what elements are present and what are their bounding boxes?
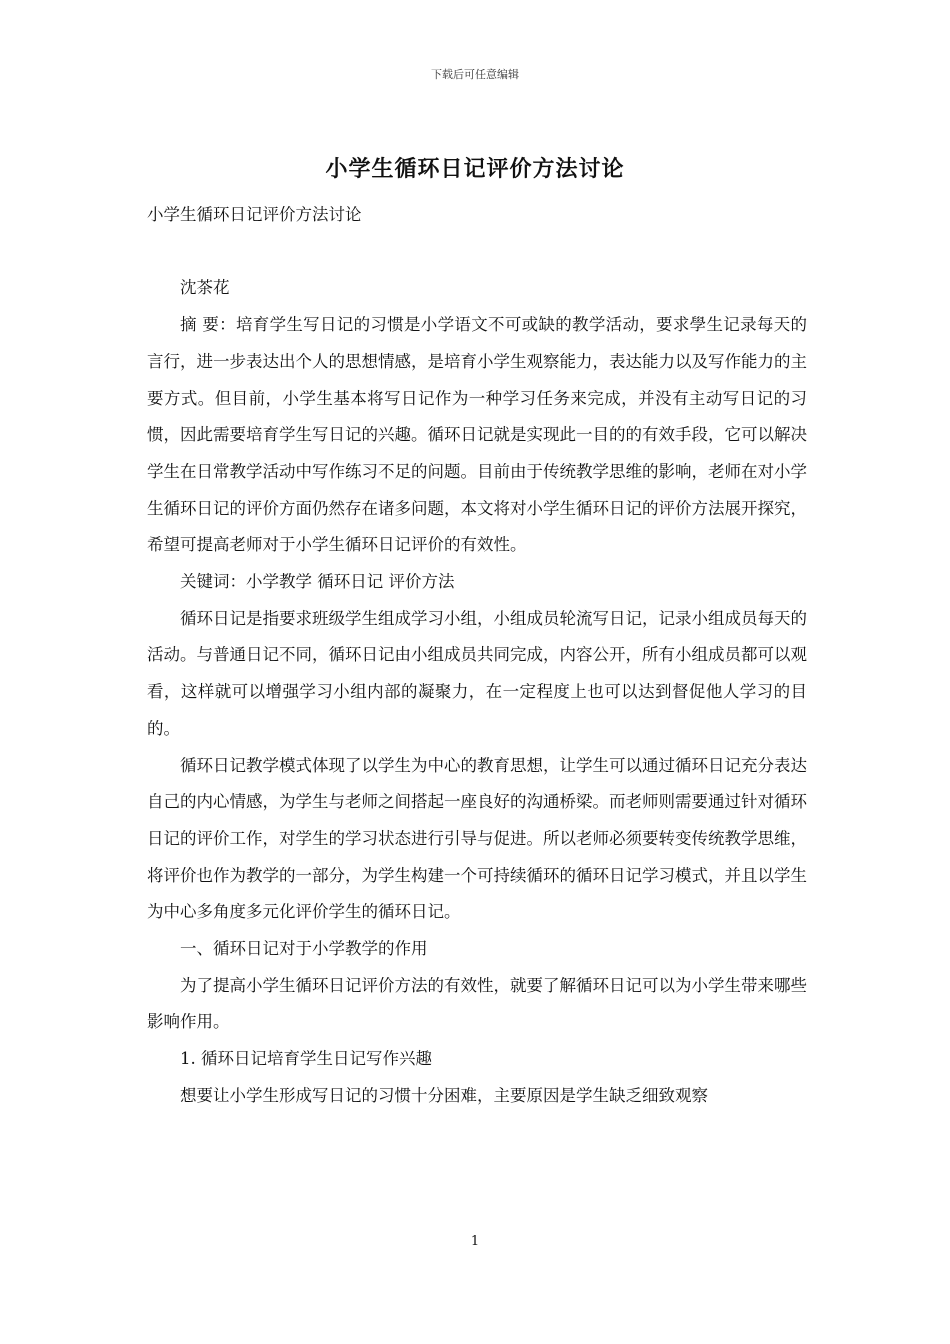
subsection-paragraph: 想要让小学生形成写日记的习惯十分困难，主要原因是学生缺乏细致观察 (180, 1085, 708, 1105)
document-subtitle: 小学生循环日记评价方法讨论 (147, 205, 362, 224)
page-header-note: 下载后可任意编辑 (431, 68, 519, 81)
page-number: 1 (470, 1234, 480, 1249)
author-name: 沈茶花 (180, 278, 230, 298)
abstract-paragraph: 摘 要：培育学生写日记的习惯是小学语文不可或缺的教学活动，要求學生记录每天的言行，进一步表达出个人的思想情感，是培育小学生观察能力，表达能力以及写作能力的主要方式。但目前，小学生基本将写日记作为一种学习任务来完成，并没有主动写日记的习惯，因此需要培育学生写日记的兴趣。循环日记就是实现此一目的的有效手段，它可以解决学生在日常教学活动中写作练习不足的问题。目前由于传统教学思维的影响，老师在对小学生循环日记的评价方面仍然存在诸多问题，本文将对小学生循环日记的评价方法展开探究，希望可提高老师对于小学生循环日记评价的有效性。 (147, 315, 807, 555)
section-heading: 一、循环日记对于小学教学的作用 (180, 939, 428, 959)
keywords-line: 关键词：小学教学 循环日记 评价方法 (180, 572, 455, 592)
document-title: 小学生循环日记评价方法讨论 (325, 156, 625, 182)
section-intro-paragraph: 为了提高小学生循环日记评价方法的有效性，就要了解循环日记可以为小学生带来哪些影响作用。 (147, 975, 807, 1032)
blank-line (147, 234, 807, 271)
subsection-heading: 1. 循环日记培育学生日记写作兴趣 (180, 1049, 432, 1069)
document-body (147, 197, 807, 1115)
body-paragraph: 循环日记教学模式体现了以学生为中心的教育思想，让学生可以通过循环日记充分表达自己的内心情感，为学生与老师之间搭起一座良好的沟通桥梁。而老师则需要通过针对循环日记的评价工作，对学生的学习状态进行引导与促进。所以老师必须要转变传统教学思维，将评价也作为教学的一部分，为学生构建一个可持续循环的循环日记学习模式，并且以学生为中心多角度多元化评价学生的循环日记。 (147, 755, 807, 922)
body-paragraph: 循环日记是指要求班级学生组成学习小组，小组成员轮流写日记，记录小组成员每天的活动。与普通日记不同，循环日记由小组成员共同完成，内容公开，所有小组成员都可以观看，这样就可以增强学习小组内部的凝聚力，在一定程度上也可以达到督促他人学习的目的。 (147, 608, 807, 738)
